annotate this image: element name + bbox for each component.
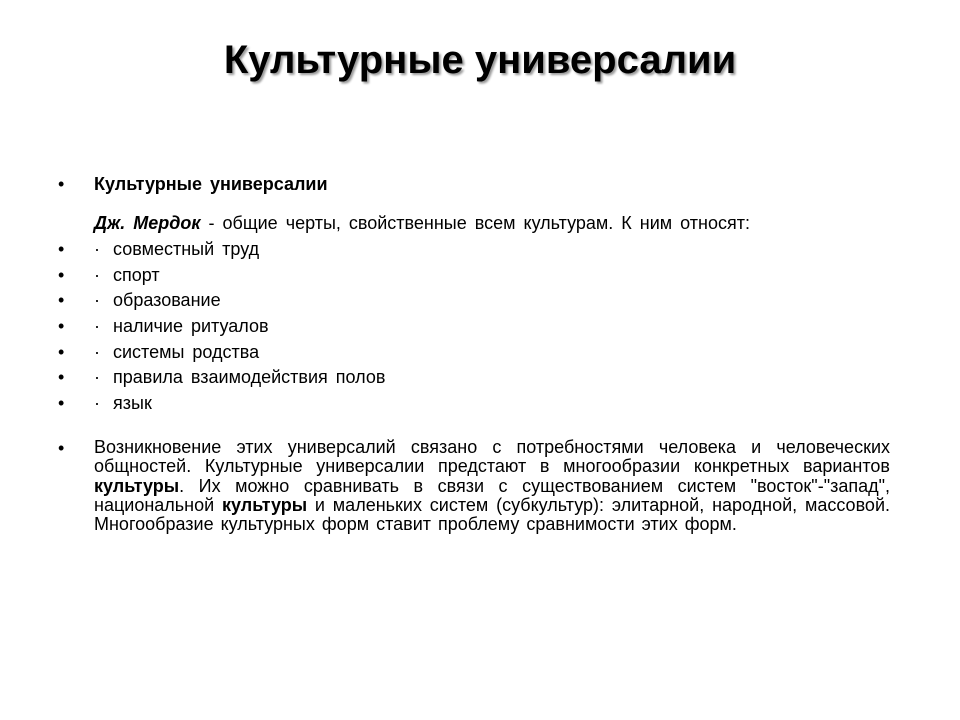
definition-text: - общие черты, свойственные всем культурам. К ним относят: [200,213,750,233]
dot-marker-icon: · [94,265,100,285]
list-item [94,239,259,259]
list-item-label: системы родства [113,342,260,362]
list-item [94,290,221,310]
dot-marker-icon: · [94,290,100,310]
slide-title: Культурные универсалии [223,38,737,82]
emphasis-culture: культуры [94,475,180,496]
dot-marker-icon: · [94,367,100,387]
bullet-icon: • [58,438,65,458]
bullet-icon: • [58,239,65,259]
list-item-label: спорт [113,265,160,285]
list-item [94,265,160,285]
dot-marker-icon: · [94,342,100,362]
list-item-label: совместный труд [113,239,260,259]
list-item [94,393,152,413]
bullet-icon: • [58,393,65,413]
emphasis-culture: культуры [222,494,308,515]
definition-line [94,213,750,233]
dot-marker-icon: · [94,316,100,336]
subheading: Культурные универсалии [94,174,328,194]
bullet-icon: • [58,342,65,362]
list-item-label: правила взаимодействия полов [113,367,386,387]
dot-marker-icon: · [94,393,100,413]
bullet-icon: • [58,174,65,194]
list-item-label: язык [113,393,152,413]
list-item-label: образование [113,290,221,310]
paragraph-text: и маленьких систем (субкультур): элитарной, народной, массовой. Многообразие культурных форм ставит проблему сравнимости этих форм. [94,494,890,535]
list-item [94,367,385,387]
bullet-icon: • [58,367,65,387]
dot-marker-icon: · [94,239,100,259]
list-item [94,316,269,336]
author-name: Дж. Мердок [94,213,201,233]
paragraph-text: . Их можно сравнивать в связи с существованием систем "восток"-"запад", национальной [94,475,890,515]
list-item-label: наличие ритуалов [113,316,269,336]
bullet-icon: • [58,290,65,310]
bullet-icon: • [58,265,65,285]
list-item [94,342,259,362]
paragraph-text: Возникновение этих универсалий связано с потребностями человека и человеческих общностей. Культурные универсалии предстают в многообразии конкретных вариантов [94,437,890,477]
bullet-icon: • [58,316,65,336]
body-paragraph [94,438,890,534]
